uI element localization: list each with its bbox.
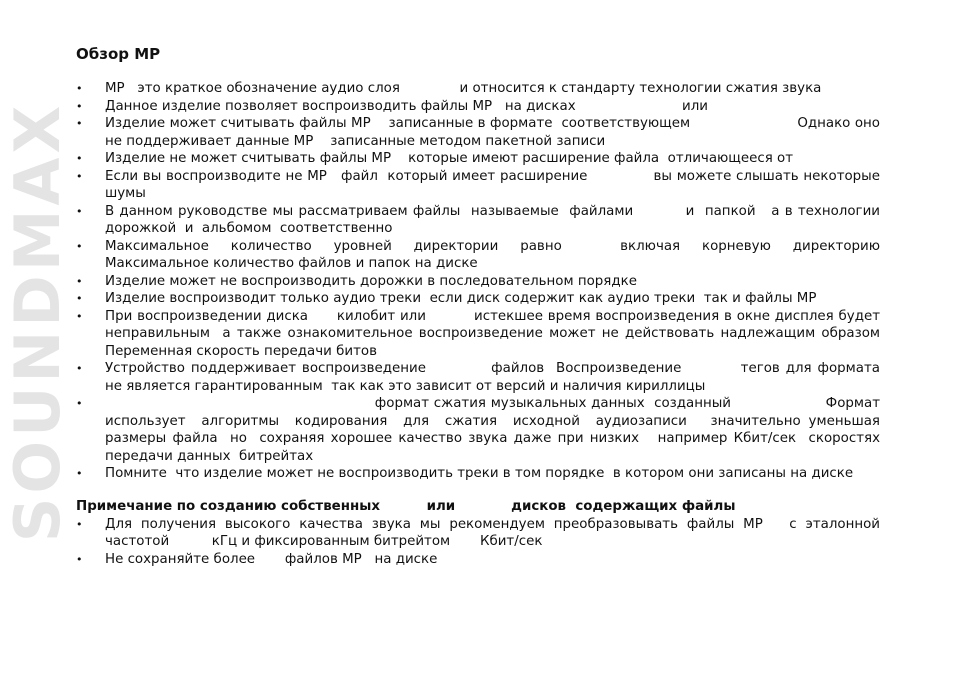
- list-item: [76, 395, 889, 465]
- list-item-text: Изделие воспроизводит только аудио треки если диск содержит как аудио треки так и файлы MP: [105, 291, 817, 306]
- note-list: [76, 516, 885, 569]
- list-item: [76, 551, 880, 569]
- list-item-text: В данном руководстве мы рассматриваем файлы называемые файлами и папкой а в технологии дорожкой и альбомом соответственно: [105, 203, 910, 236]
- list-item: [76, 115, 885, 150]
- list-item-text: MP это краткое обозначение аудио слоя и относится к стандарту технологии сжатия звука: [105, 81, 822, 96]
- list-item: [76, 168, 885, 203]
- list-item-text: Данное изделие позволяет воспроизводить файлы MP на дисках или: [105, 98, 708, 114]
- list-item: [76, 98, 880, 116]
- list-item-text: формат сжатия музыкальных данных созданный Формат использует алгоритмы кодирования для сжатия исходной аудиозаписи значительно уменьшая размеры файла но сохраняя хорошее качество звука даже при низких например Кбит/сек скоростях передачи данных битрейтах: [105, 396, 889, 464]
- list-item-text: Для получения высокого качества звука мы рекомендуем преобразовывать файлы MP с эталонной частотой кГц и фиксированным битрейтом Кбит/сек: [105, 516, 885, 549]
- list-item: [76, 80, 880, 98]
- list-item-text: Устройство поддерживает воспроизведение файлов Воспроизведение тегов для формата не является гарантированным так как это зависит от версий и наличия кириллицы: [105, 361, 915, 394]
- section-subtitle: Примечание по созданию собственных или дисков содержащих файлы: [76, 498, 736, 514]
- bullet-list: [76, 80, 923, 483]
- page-title: Обзор MP: [76, 45, 161, 63]
- list-item-text: Изделие может считывать файлы MP записанные в формате соответствующем Однако оно не поддерживает данные MP записанные методом пакетной записи: [105, 116, 885, 149]
- list-item-text: Не сохраняйте более файлов MP на диске: [105, 551, 438, 567]
- list-item: [76, 465, 880, 483]
- list-item-text: Изделие может не воспроизводить дорожки в последовательном порядке: [105, 273, 637, 289]
- list-item-text: Если вы воспроизводите не MP файл который имеет расширение вы можете слышать некоторые шумы: [105, 168, 885, 201]
- list-item-text: Изделие не может считывать файлы MP которые имеют расширение файла отличающееся от: [105, 151, 794, 166]
- list-item-text: Помните что изделие может не воспроизводить треки в том порядке в котором они записаны на диске: [105, 466, 854, 481]
- list-item: [76, 308, 923, 361]
- list-item: [76, 150, 880, 168]
- soundmax-logo: SOUNDMAX: [1, 101, 74, 543]
- list-item: [76, 360, 915, 395]
- page-content: [76, 44, 923, 568]
- list-item: [76, 203, 910, 238]
- list-item-text: Максимальное количество уровней директории равно включая корневую директорию Максимальное количество файлов и папок на диске: [105, 238, 893, 271]
- list-item: [76, 273, 880, 291]
- list-item: [76, 516, 885, 551]
- list-item: [76, 238, 893, 273]
- list-item: [76, 290, 880, 308]
- list-item-text: При воспроизведении диска килобит или истекшее время воспроизведения в окне дисплея будет неправильным а также ознакомительное воспроизведение может не действовать надлежащим образом Переменная скорость передачи битов: [105, 308, 923, 359]
